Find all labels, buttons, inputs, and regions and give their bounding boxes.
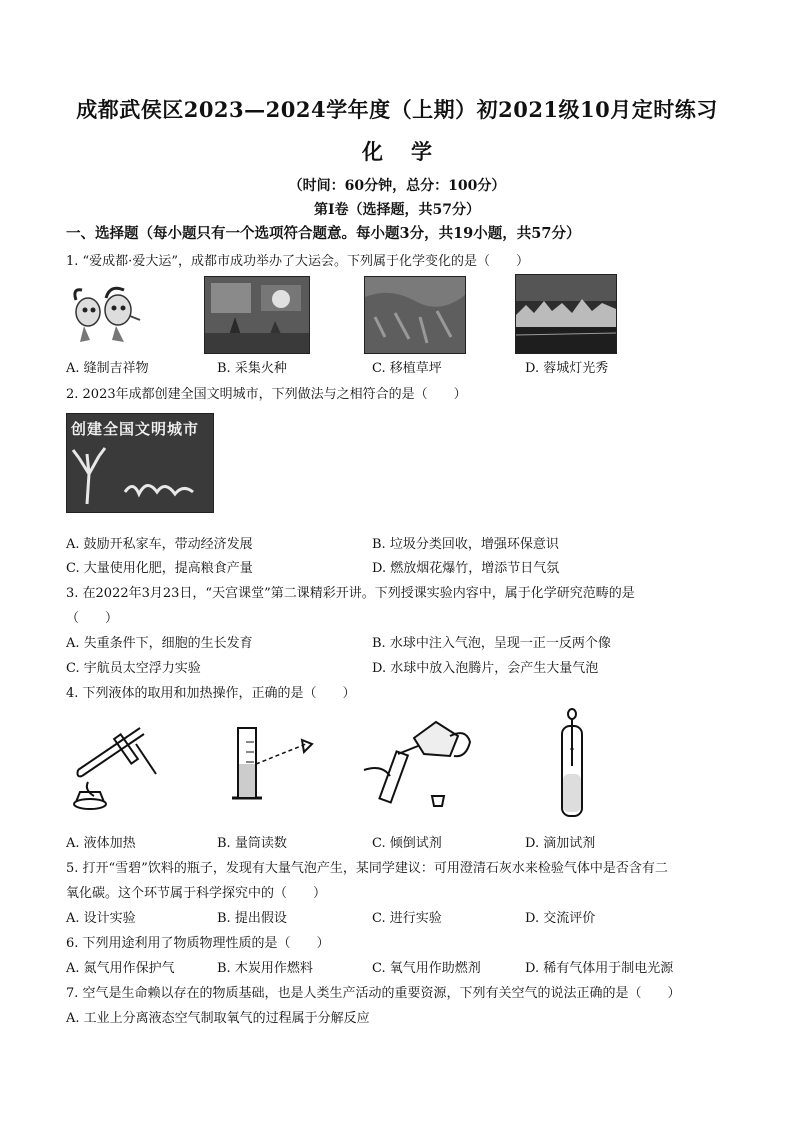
subject-title: 化学 [362, 139, 460, 164]
q2-option-b[interactable]: B. 垃圾分类回收，增强环保意识 [372, 537, 559, 552]
mascot-image [66, 280, 142, 352]
question-4-stem: 4. 下列液体的取用和加热操作，正确的是（ ） [66, 686, 356, 701]
q1-option-a[interactable]: A. 缝制吉祥物 [66, 361, 149, 376]
q5-option-a[interactable]: A. 设计实验 [66, 911, 136, 926]
q4-option-d[interactable]: D. 滴加试剂 [525, 836, 596, 851]
exam-info: （时间：60分钟，总分：100分） [288, 178, 506, 194]
question-7-stem: 7. 空气是生命赖以存在的物质基础，也是人类生产活动的重要资源，下列有关空气的说法正确的是（ ） [66, 986, 681, 1001]
city-lights-photo [515, 274, 617, 354]
question-6-stem: 6. 下列用途利用了物质物理性质的是（ ） [66, 936, 330, 951]
section-heading: 一、选择题（每小题只有一个选项符合题意。每小题3分，共19小题，共57分） [66, 225, 581, 242]
banner-text: 创建全国文明城市 [71, 420, 200, 438]
q3-option-a[interactable]: A. 失重条件下，细胞的生长发育 [66, 636, 253, 651]
q2-option-a[interactable]: A. 鼓励开私家车，带动经济发展 [66, 537, 253, 552]
q5-option-c[interactable]: C. 进行实验 [372, 911, 442, 926]
q5-option-d[interactable]: D. 交流评价 [525, 911, 596, 926]
question-5-stem: 5. 打开“雪碧”饮料的瓶子，发现有大量气泡产生，某同学建议：可用澄清石灰水来检验气体中是否含有二 [66, 861, 668, 876]
q3-option-d[interactable]: D. 水球中放入泡腾片，会产生大量气泡 [372, 661, 599, 676]
q5-option-b[interactable]: B. 提出假设 [217, 911, 287, 926]
q2-option-c[interactable]: C. 大量使用化肥，提高粮食产量 [66, 561, 253, 576]
q1-option-b[interactable]: B. 采集火种 [217, 361, 287, 376]
q2-option-d[interactable]: D. 燃放烟花爆竹，增添节日气氛 [372, 561, 560, 576]
question-3-stem-cont: （ ） [66, 611, 119, 626]
cylinder-reading-diagram [226, 722, 326, 806]
q3-option-c[interactable]: C. 宇航员太空浮力实验 [66, 661, 201, 676]
q4-option-b[interactable]: B. 量筒读数 [217, 836, 287, 851]
q6-option-c[interactable]: C. 氧气用作助燃剂 [372, 961, 481, 976]
q3-option-b[interactable]: B. 水球中注入气泡，呈现一正一反两个像 [372, 636, 611, 651]
q6-option-a[interactable]: A. 氮气用作保护气 [66, 961, 175, 976]
exam-title: 成都武侯区2023—2024学年度（上期）初2021级10月定时练习 [76, 97, 718, 122]
lawn-photo [364, 276, 466, 354]
question-3-stem: 3. 在2022年3月23日，“天宫课堂”第二课精彩开讲。下列授课实验内容中，属于化学研究范畴的是 [66, 586, 635, 601]
q4-option-c[interactable]: C. 倾倒试剂 [372, 836, 442, 851]
q6-option-b[interactable]: B. 木炭用作燃料 [217, 961, 313, 976]
part-heading: 第Ⅰ卷（选择题，共57分） [313, 202, 481, 218]
q4-option-a[interactable]: A. 液体加热 [66, 836, 136, 851]
civilized-city-banner [66, 413, 214, 513]
liquid-heating-diagram [66, 712, 162, 812]
question-5-stem-cont: 氧化碳。这个环节属于科学探究中的（ ） [66, 886, 327, 901]
fire-collection-photo [204, 276, 310, 354]
q1-option-d[interactable]: D. 蓉城灯光秀 [525, 361, 609, 376]
q1-option-c[interactable]: C. 移植草坪 [372, 361, 442, 376]
question-2-stem: 2. 2023年成都创建全国文明城市，下列做法与之相符合的是（ ） [66, 387, 467, 402]
question-1-stem: 1. “爱成都·爱大运”，成都市成功举办了大运会。下列属于化学变化的是（ ） [66, 254, 529, 269]
pouring-reagent-diagram [358, 716, 476, 814]
q7-option-a[interactable]: A. 工业上分离液态空气制取氧气的过程属于分解反应 [66, 1011, 370, 1026]
q6-option-d[interactable]: D. 稀有气体用于制电光源 [525, 961, 674, 976]
dropping-reagent-diagram [550, 708, 594, 818]
